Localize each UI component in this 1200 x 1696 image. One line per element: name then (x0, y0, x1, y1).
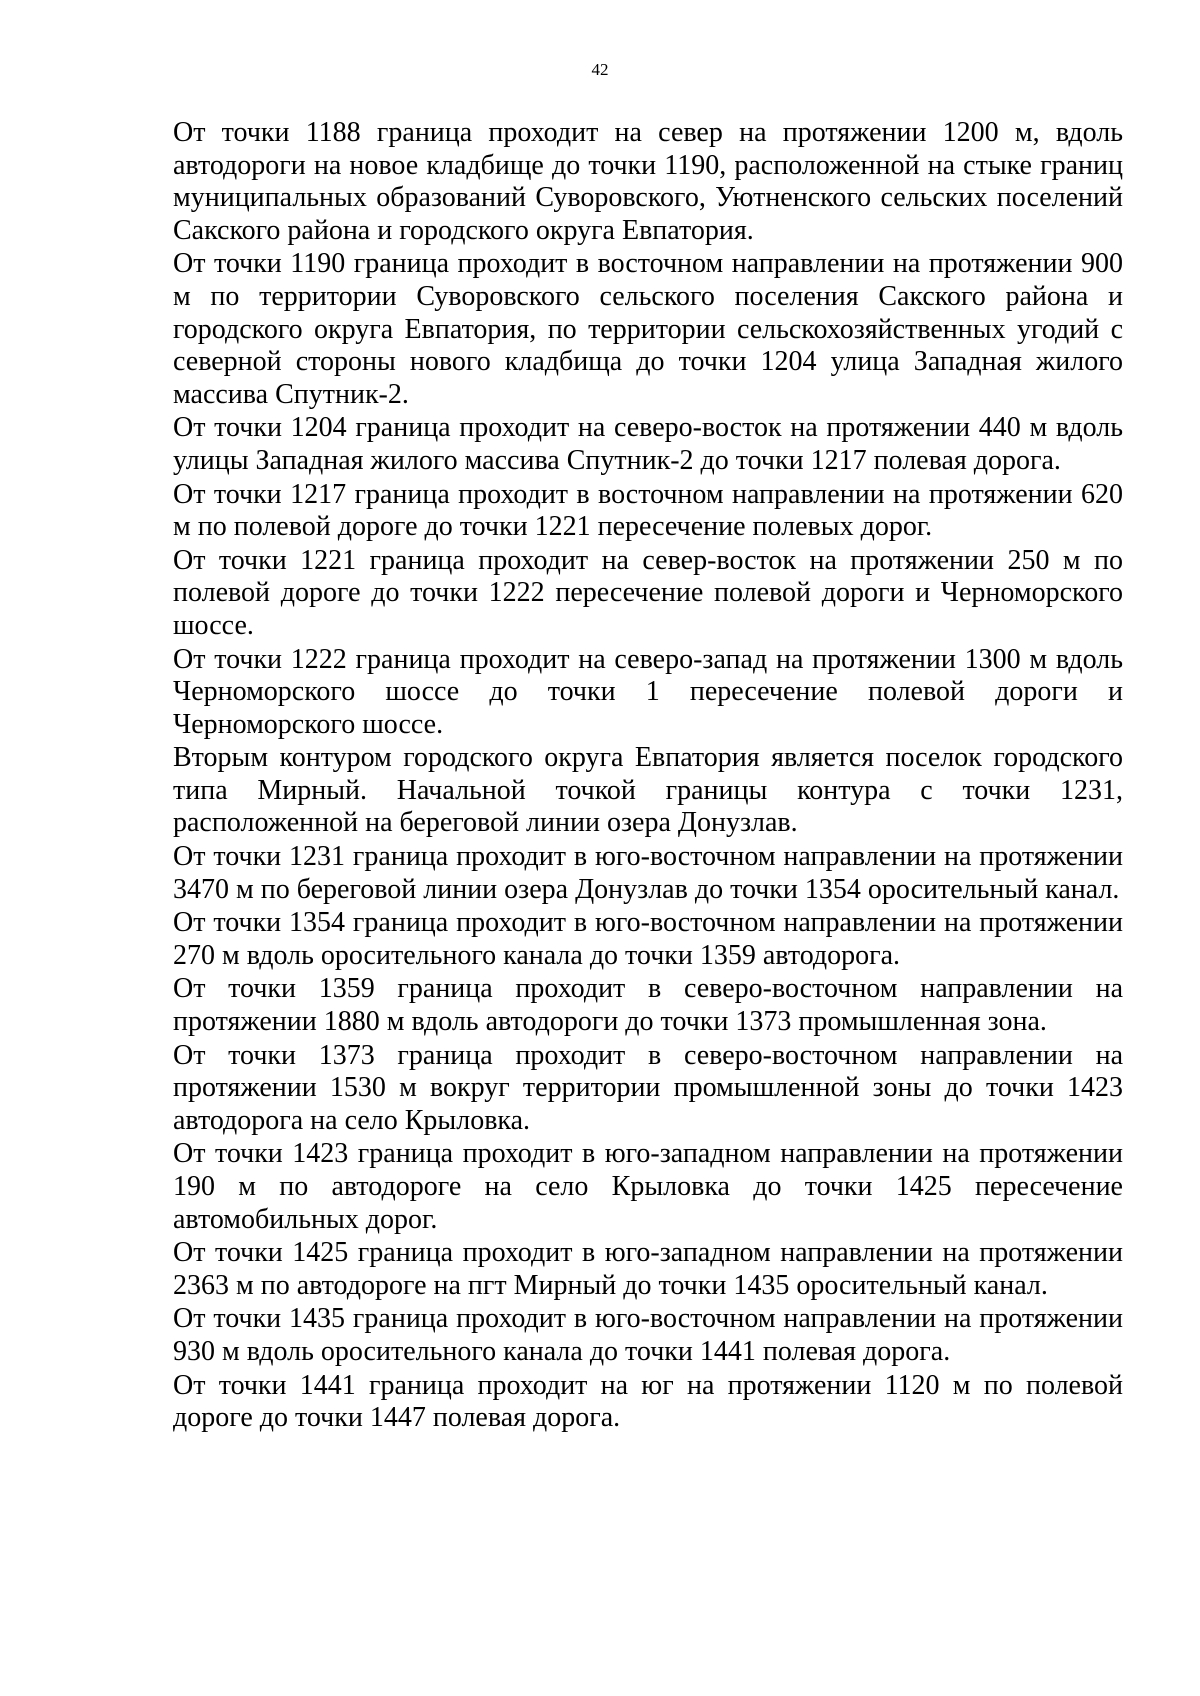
page-number: 42 (591, 60, 609, 79)
paragraph: От точки 1231 граница проходит в юго-восточном направлении на протяжении 3470 м по береговой линии озера Донузлав до точки 1354 оросительный канал. (173, 841, 1123, 905)
paragraph: От точки 1373 граница проходит в северо-восточном направлении на протяжении 1530 м вокруг территории промышленной зоны до точки 1423 автодорога на село Крыловка. (173, 1039, 1123, 1136)
paragraph: От точки 1217 граница проходит в восточном направлении на протяжении 620 м по полевой дороге до точки 1221 пересечение полевых дорог. (173, 478, 1123, 543)
paragraph: От точки 1423 граница проходит в юго-западном направлении на протяжении 190 м по автодороге на село Крыловка до точки 1425 пересечение автомобильных дорог. (173, 1138, 1123, 1235)
paragraph: От точки 1354 граница проходит в юго-восточном направлении на протяжении 270 м вдоль оросительного канала до точки 1359 автодорога. (173, 907, 1123, 971)
document-body (173, 117, 1123, 1436)
paragraph: От точки 1222 граница проходит на северо-запад на протяжении 1300 м вдоль Черноморского шоссе до точки 1 пересечение полевой дороги и Черноморского шоссе. (173, 643, 1123, 740)
paragraph: От точки 1204 граница проходит на северо-восток на протяжении 440 м вдоль улицы Западная жилого массива Спутник-2 до точки 1217 полевая дорога. (173, 412, 1123, 476)
paragraph: От точки 1221 граница проходит на север-восток на протяжении 250 м по полевой дороге до точки 1222 пересечение полевой дороги и Черноморского шоссе. (173, 544, 1123, 641)
paragraph: Вторым контуром городского округа Евпатория является поселок городского типа Мирный. Начальной точкой границы контура с точки 1231, расположенной на береговой линии озера Донузлав. (173, 742, 1123, 839)
paragraph: От точки 1359 граница проходит в северо-восточном направлении на протяжении 1880 м вдоль автодороги до точки 1373 промышленная зона. (173, 973, 1123, 1038)
paragraph: От точки 1435 граница проходит в юго-восточном направлении на протяжении 930 м вдоль оросительного канала до точки 1441 полевая дорога. (173, 1303, 1123, 1367)
paragraph: От точки 1441 граница проходит на юг на протяжении 1120 м по полевой дороге до точки 1447 полевая дорога. (173, 1369, 1123, 1434)
paragraph: От точки 1425 граница проходит в юго-западном направлении на протяжении 2363 м по автодороге на пгт Мирный до точки 1435 оросительный канал. (173, 1237, 1123, 1301)
paragraph: От точки 1190 граница проходит в восточном направлении на протяжении 900 м по территории Суворовского сельского поселения Сакского района и городского округа Евпатория, по территории сельскохозяйственных угодий с северной стороны нового кладбища до точки 1204 улица Западная жилого массива Спутник-2. (173, 248, 1123, 410)
paragraph: От точки 1188 граница проходит на север на протяжении 1200 м, вдоль автодороги на новое кладбище до точки 1190, расположенной на стыке границ муниципальных образований Суворовского, Уютненского сельских поселений Сакского района и городского округа Евпатория. (173, 117, 1123, 246)
